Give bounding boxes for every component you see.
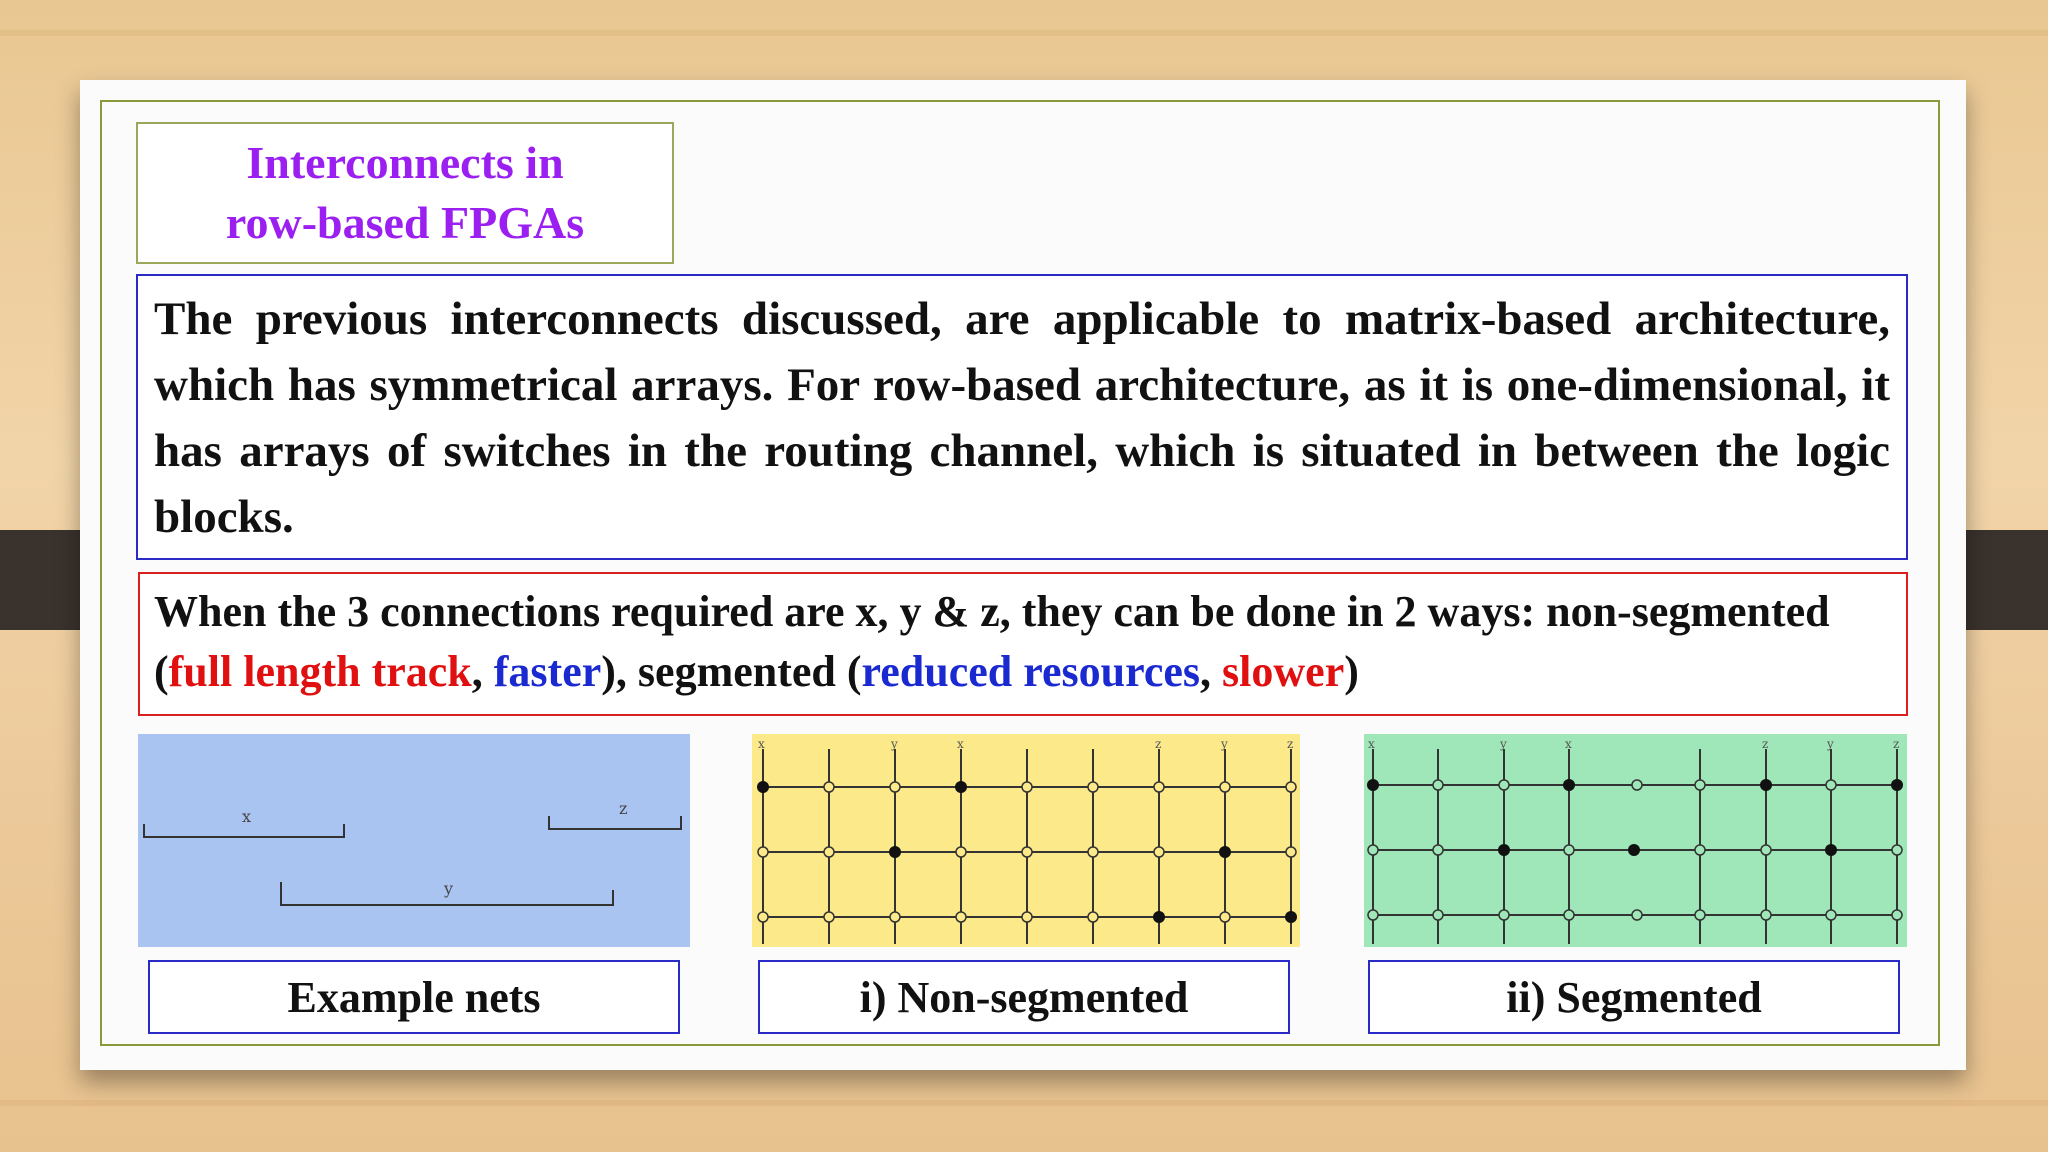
wood-grain [0,30,2048,36]
track-label-x: x [957,737,964,751]
net-label-x: x [242,807,252,826]
track-label-z: z [1287,737,1294,751]
track-label-y: y [1221,737,1228,751]
connections-note [138,572,1908,716]
caption-example-nets [148,960,680,1034]
caption-example-nets-text: Example nets [287,972,541,1022]
note-slower: slower [1222,647,1345,696]
track-label-z: z [1155,737,1162,751]
note-full-length: full length track [168,647,472,696]
non-segmented-diagram [752,734,1300,947]
title-line-1: Interconnects in [246,137,564,188]
note-comma-2: , [1200,647,1223,696]
example-nets-figure [138,734,690,947]
note-faster: faster [493,647,602,696]
track-label-x: x [758,737,765,751]
slide-card [80,80,1966,1070]
example-nets-diagram [138,734,690,947]
paragraph-text: The previous interconnects discussed, are applicable to matrix-based architecture, which has symmetrical arrays. For row-based architecture, as it is one-dimensional, it has arrays of switches in the routing channel, which is situated in between the logic blocks. [154,293,1890,543]
note-text-2: ), segmented ( [601,647,862,696]
note-reduced: reduced resources [861,647,1201,696]
segmented-figure [1364,734,1907,947]
note-comma-1: , [471,647,494,696]
track-label-z: z [1762,737,1769,751]
non-segmented-figure [752,734,1300,947]
net-label-y: y [444,879,454,898]
wood-grain [0,1100,2048,1106]
track-label-x: x [1565,737,1572,751]
track-label-y: y [1500,737,1507,751]
note-text-1: When the 3 connections required are x, y & z, they can be done in 2 ways: non-segmented ( [154,587,1830,696]
caption-non-segmented [758,960,1290,1034]
title-line-2: row-based FPGAs [225,197,585,248]
description-paragraph [136,274,1908,560]
track-label-y: y [1827,737,1834,751]
caption-non-segmented-text: i) Non-segmented [859,972,1189,1022]
track-label-y: y [891,737,898,751]
caption-segmented [1368,960,1900,1034]
segmented-diagram [1364,734,1907,947]
track-label-z: z [1893,737,1900,751]
track-label-x: x [1368,737,1375,751]
caption-segmented-text: ii) Segmented [1506,972,1762,1022]
slide-title [136,122,674,264]
net-label-z: z [619,799,628,818]
note-text-3: ) [1344,647,1359,696]
